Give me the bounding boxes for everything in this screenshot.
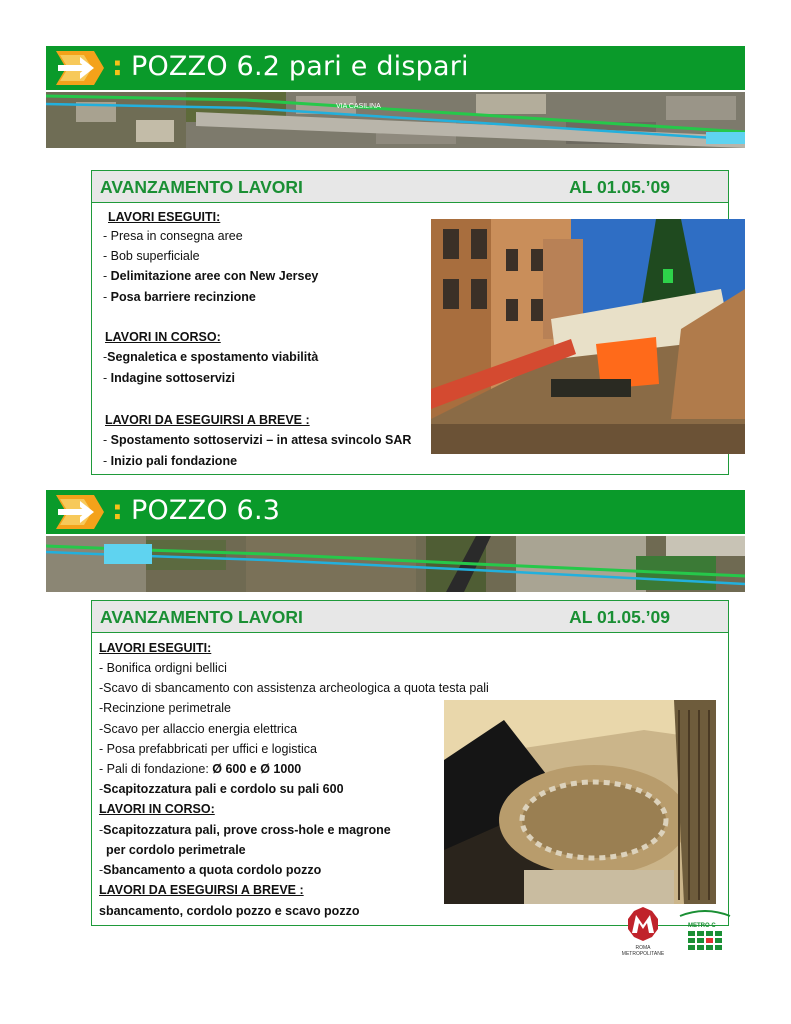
s2-eseguiti-item: -Scavo per allaccio energia elettrica (99, 722, 298, 736)
s2-breve-item: sbancamento, cordolo pozzo e scavo pozzo (99, 904, 360, 918)
s1-eseguiti-item: - Bob superficiale (103, 249, 200, 263)
s1-breve-item: - Spostamento sottoservizi – in attesa svincolo SAR (103, 433, 412, 447)
arrow-logo-icon (54, 493, 106, 531)
s2-breve-title: LAVORI DA ESEGUIRSI A BREVE : (99, 883, 304, 897)
construction-site-photo-2 (444, 700, 716, 904)
aerial-map-pozzo-6-3 (46, 536, 745, 592)
section1-title: : POZZO 6.2 pari e dispari (112, 51, 469, 82)
section1-header-title: AVANZAMENTO LAVORI (100, 177, 303, 197)
s2-in-corso-item: -Scapitozzatura pali, prove cross-hole e magrone (99, 823, 391, 837)
section2-header-title: AVANZAMENTO LAVORI (100, 607, 303, 627)
metro-logo-text: METRO C (688, 923, 716, 929)
s2-eseguiti-item: - Posa prefabbricati per uffici e logistica (99, 742, 317, 756)
section1-banner (46, 46, 745, 90)
s2-in-corso-title: LAVORI IN CORSO: (99, 802, 215, 816)
s1-eseguiti-item: - Presa in consegna aree (103, 229, 243, 243)
section1-header (92, 171, 728, 203)
section2-header (92, 601, 728, 633)
s2-eseguiti-item: - Bonifica ordigni bellici (99, 661, 227, 675)
s2-in-corso-item: -Sbancamento a quota cordolo pozzo (99, 863, 322, 877)
s2-in-corso-item-cont: per cordolo perimetrale (106, 843, 246, 857)
s1-eseguiti-item: - Delimitazione aree con New Jersey (103, 269, 319, 283)
construction-site-photo-1 (431, 219, 745, 454)
section2-banner (46, 490, 745, 534)
s1-in-corso-item: -Segnaletica e spostamento viabilità (103, 350, 319, 364)
section2-header-date: AL 01.05.’09 (569, 607, 670, 627)
section1-header-date: AL 01.05.’09 (569, 177, 670, 197)
roma-metropolitane-logo-icon (614, 905, 672, 957)
arrow-logo-icon (54, 49, 106, 87)
street-label: VIA CASILINA (336, 103, 381, 110)
aerial-map-casilina (46, 92, 745, 148)
s2-pali-item: - Pali di fondazione: Ø 600 e Ø 1000 (99, 762, 302, 776)
s2-eseguiti-title: LAVORI ESEGUITI: (99, 641, 212, 655)
s1-in-corso-item: - Indagine sottoservizi (103, 371, 235, 385)
s1-breve-item: - Inizio pali fondazione (103, 454, 238, 468)
s1-in-corso-title: LAVORI IN CORSO: (105, 330, 221, 344)
s2-eseguiti-item: -Scavo di sbancamento con assistenza archeologica a quota testa pali (99, 681, 489, 695)
s2-eseguiti-item: -Recinzione perimetrale (99, 701, 232, 715)
section2-title: : POZZO 6.3 (112, 495, 281, 526)
metro-c-logo-icon (676, 910, 734, 954)
s1-eseguiti-title: LAVORI ESEGUITI: (108, 210, 221, 224)
roma-logo-line2: METROPOLITANE (621, 951, 665, 957)
s2-scapitozzatura-item: -Scapitozzatura pali e cordolo su pali 600 (99, 782, 344, 796)
s1-eseguiti-item: - Posa barriere recinzione (103, 290, 256, 304)
s1-breve-title: LAVORI DA ESEGUIRSI A BREVE : (105, 413, 310, 427)
roma-logo-line1: ROMA (635, 945, 651, 951)
